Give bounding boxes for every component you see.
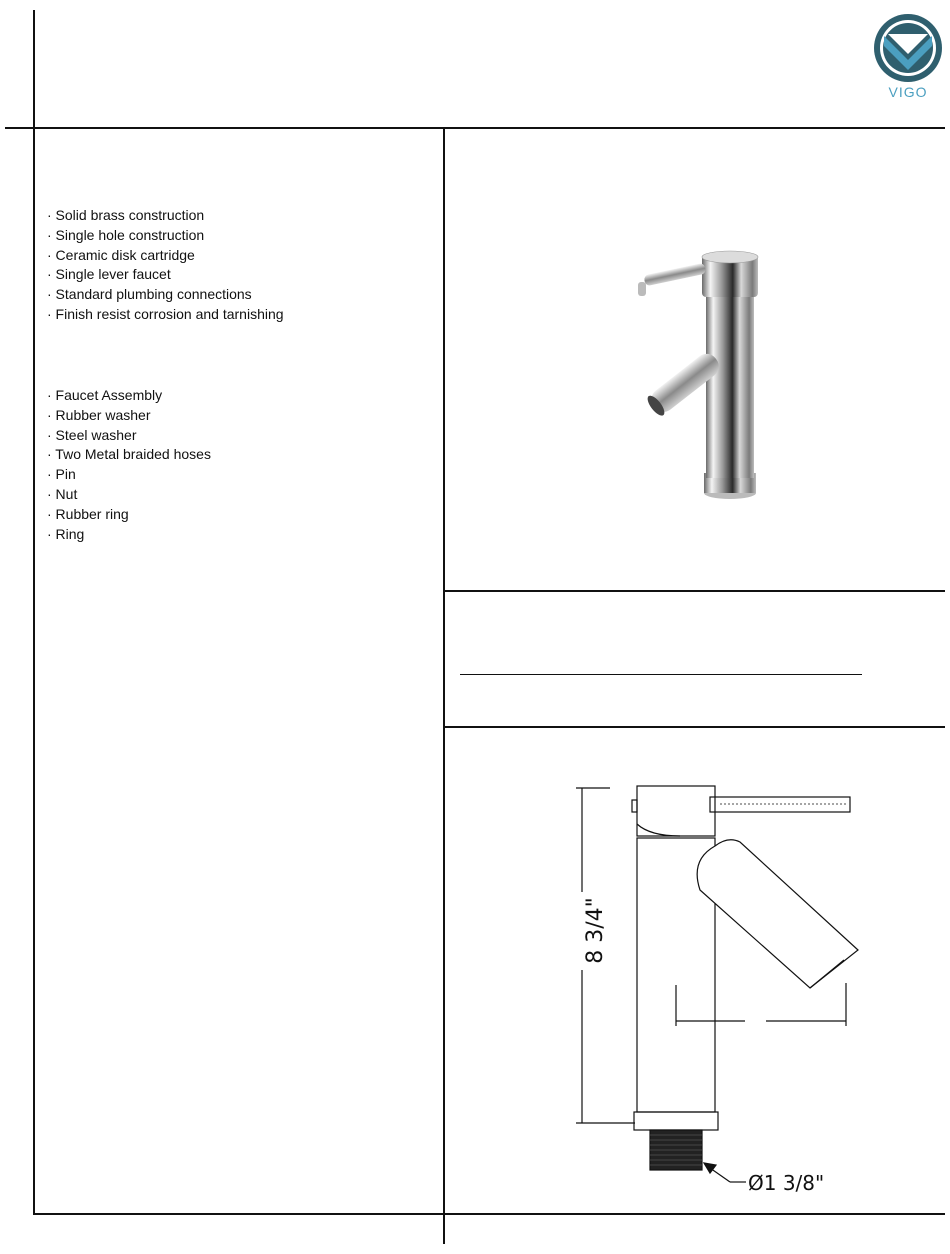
header-horizontal-rule xyxy=(5,127,945,129)
features-list xyxy=(47,206,284,325)
faucet-dimension-drawing xyxy=(540,770,900,1200)
right-divider-1 xyxy=(443,590,945,592)
diameter-dimension-label: Ø1 3/8" xyxy=(748,1171,825,1195)
faucet-photo xyxy=(600,245,800,515)
list-item: · Steel washer xyxy=(47,426,137,443)
list-item: · Two Metal braided hoses xyxy=(47,446,211,463)
included-parts-list xyxy=(47,386,211,544)
list-item: · Single hole construction xyxy=(47,226,205,243)
logo-text: VIGO xyxy=(888,84,928,100)
list-item: · Finish resist corrosion and tarnishing xyxy=(47,305,284,322)
left-vertical-rule xyxy=(33,10,35,1215)
list-item: · Ring xyxy=(47,525,85,542)
list-item: · Faucet Assembly xyxy=(47,387,163,403)
list-item: · Rubber washer xyxy=(47,406,151,423)
list-item: · Nut xyxy=(47,485,78,502)
list-item: · Ceramic disk cartridge xyxy=(47,246,195,263)
center-vertical-rule xyxy=(443,127,445,1244)
list-item: · Standard plumbing connections xyxy=(47,286,252,303)
vigo-logo xyxy=(870,10,946,102)
list-item: · Pin xyxy=(47,466,76,483)
list-item: · Single lever faucet xyxy=(47,266,171,283)
signature-line xyxy=(460,674,862,675)
right-divider-2 xyxy=(443,726,945,728)
list-item: · Rubber ring xyxy=(47,505,129,522)
height-dimension-label: 8 3/4" xyxy=(582,897,608,964)
footer-horizontal-rule xyxy=(33,1213,945,1215)
list-item: · Solid brass construction xyxy=(47,207,205,223)
